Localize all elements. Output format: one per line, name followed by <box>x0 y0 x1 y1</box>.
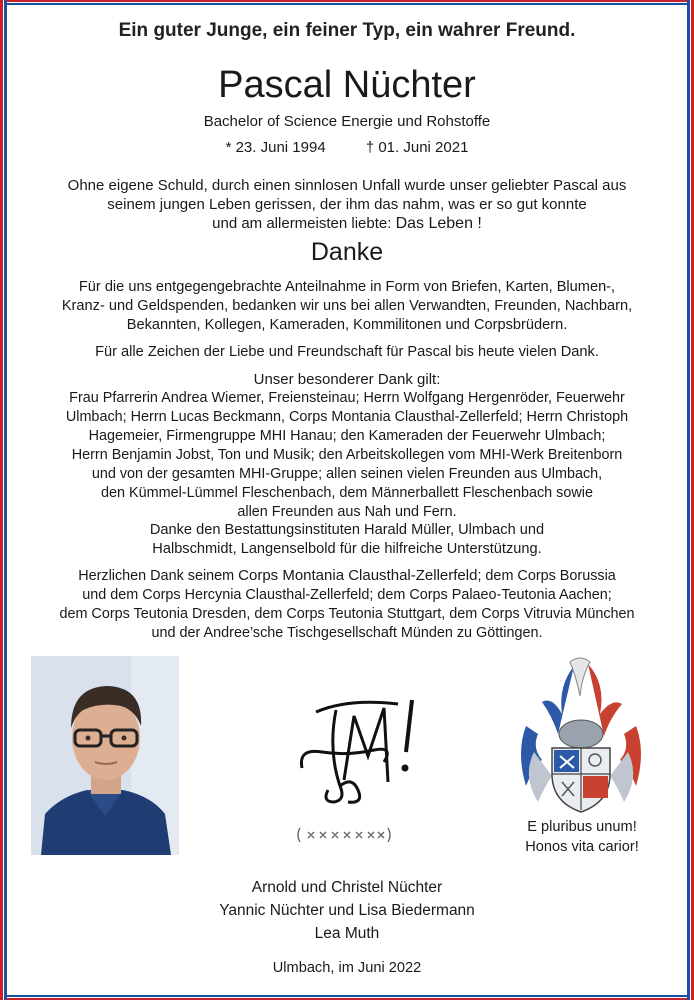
signer-1: Arnold und Christel Nüchter <box>251 879 443 896</box>
p3-line-7: allen Freunden aus Nah und Fern. <box>237 504 457 520</box>
p4-line-2: Halbschmidt, Langenselbold für die hilfreiche Unterstützung. <box>152 541 542 557</box>
p5-line-4: und der Andree’sche Tischgesellschaft Münden zu Göttingen. <box>151 625 543 641</box>
signer-2: Yannic Nüchter und Lisa Biedermann <box>219 902 475 919</box>
portrait-photo <box>31 656 179 855</box>
cipher-mark <box>296 826 392 844</box>
danke-heading: Danke <box>310 238 384 266</box>
p3-line-5: und von der gesamten MHI-Gruppe; allen seinen vielen Freunden aus Ulmbach, <box>91 466 603 482</box>
p5-line-1 <box>20 566 674 586</box>
frame-bottom-stripe <box>0 995 694 1000</box>
death-date: † 01. Juni 2021 <box>365 139 469 156</box>
p3-line-4: Herrn Benjamin Jobst, Ton und Musik; den Arbeitskollegen vom MHI-Werk Breitenborn <box>71 447 623 463</box>
frame-top-stripe <box>0 0 694 5</box>
intro-line-3-text: und am allermeisten liebte: <box>212 215 396 232</box>
intro-paragraph <box>20 176 674 233</box>
intro-line-1: Ohne eigene Schuld, durch einen sinnlosen Unfall wurde unser geliebter Pascal aus <box>67 177 627 194</box>
p4-line-1: Danke den Bestattungsinstituten Harald Müller, Ulmbach und <box>149 522 545 538</box>
life-dates <box>20 139 674 156</box>
funeral-home-thanks-paragraph <box>20 521 674 559</box>
birth-date: * 23. Juni 1994 <box>225 139 326 156</box>
academic-degree: Bachelor of Science Energie und Rohstoffe <box>203 113 491 130</box>
frame-left-stripe <box>0 0 7 1000</box>
p5-corps-emphasis: Corps Montania Clausthal-Zellerfeld <box>238 567 478 584</box>
p5-line-1-start: Herzlichen Dank seinem <box>78 568 239 584</box>
condolence-thanks-paragraph <box>20 278 674 335</box>
p3-line-3: Hagemeier, Firmengruppe MHI Hanau; den Kameraden der Feuerwehr Ulmbach; <box>88 428 606 444</box>
frame-right-stripe <box>687 0 694 1000</box>
special-thanks-heading: Unser besonderer Dank gilt: <box>253 371 441 388</box>
p3-line-1: Frau Pfarrerin Andrea Wiemer, Freiensteinau; Herrn Wolfgang Hergenröder, Feuerwehr <box>69 390 625 406</box>
p5-line-1-end: ; dem Corps Borussia <box>477 568 616 584</box>
intro-emphasis: Das Leben ! <box>395 215 482 232</box>
coat-of-arms-crest <box>512 656 650 816</box>
motto-heading: Ein guter Junge, ein feiner Typ, ein wahrer Freund. <box>118 20 576 41</box>
portrait-illustration <box>31 656 179 855</box>
latin-motto-line-1: E pluribus unum! <box>527 819 637 835</box>
p3-line-6: den Kümmel-Lümmel Fleschenbach, dem Männerballett Fleschenbach sowie <box>101 485 593 501</box>
p5-line-2: und dem Corps Hercynia Clausthal-Zellerfeld; dem Corps Palaeo-Teutonia Aachen; <box>82 587 612 603</box>
mourners-signature <box>20 876 674 945</box>
corps-thanks-paragraph <box>20 566 674 643</box>
latin-motto <box>512 817 652 857</box>
signer-3: Lea Muth <box>314 925 380 942</box>
p3-line-2: Ulmbach; Herrn Lucas Beckmann, Corps Montania Clausthal-Zellerfeld; Herrn Christoph <box>65 409 629 425</box>
love-friendship-paragraph: Für alle Zeichen der Liebe und Freundschaft für Pascal bis heute vielen Dank. <box>95 344 599 360</box>
p5-line-3: dem Corps Teutonia Dresden, dem Corps Teutonia Stuttgart, dem Corps Vitruvia München <box>59 606 635 622</box>
intro-line-3 <box>20 214 674 233</box>
place-and-date: Ulmbach, im Juni 2022 <box>272 960 422 976</box>
deceased-name: Pascal Nüchter <box>218 64 476 106</box>
corps-zirkel-monogram <box>288 690 428 810</box>
latin-motto-line-2: Honos vita carior! <box>525 839 639 855</box>
p1-line-1: Für die uns entgegengebrachte Anteilnahme in Form von Briefen, Karten, Blumen-, <box>78 279 616 295</box>
p1-line-3: Bekannten, Kollegen, Kameraden, Kommilitonen und Corpsbrüdern. <box>126 317 568 333</box>
p1-line-2: Kranz- und Geldspenden, bedanken wir uns bei allen Verwandten, Freunden, Nachbarn, <box>61 298 633 314</box>
special-thanks-paragraph <box>20 389 674 522</box>
intro-line-2: seinem jungen Leben gerissen, der ihm das nahm, was er so gut konnte <box>107 196 587 213</box>
